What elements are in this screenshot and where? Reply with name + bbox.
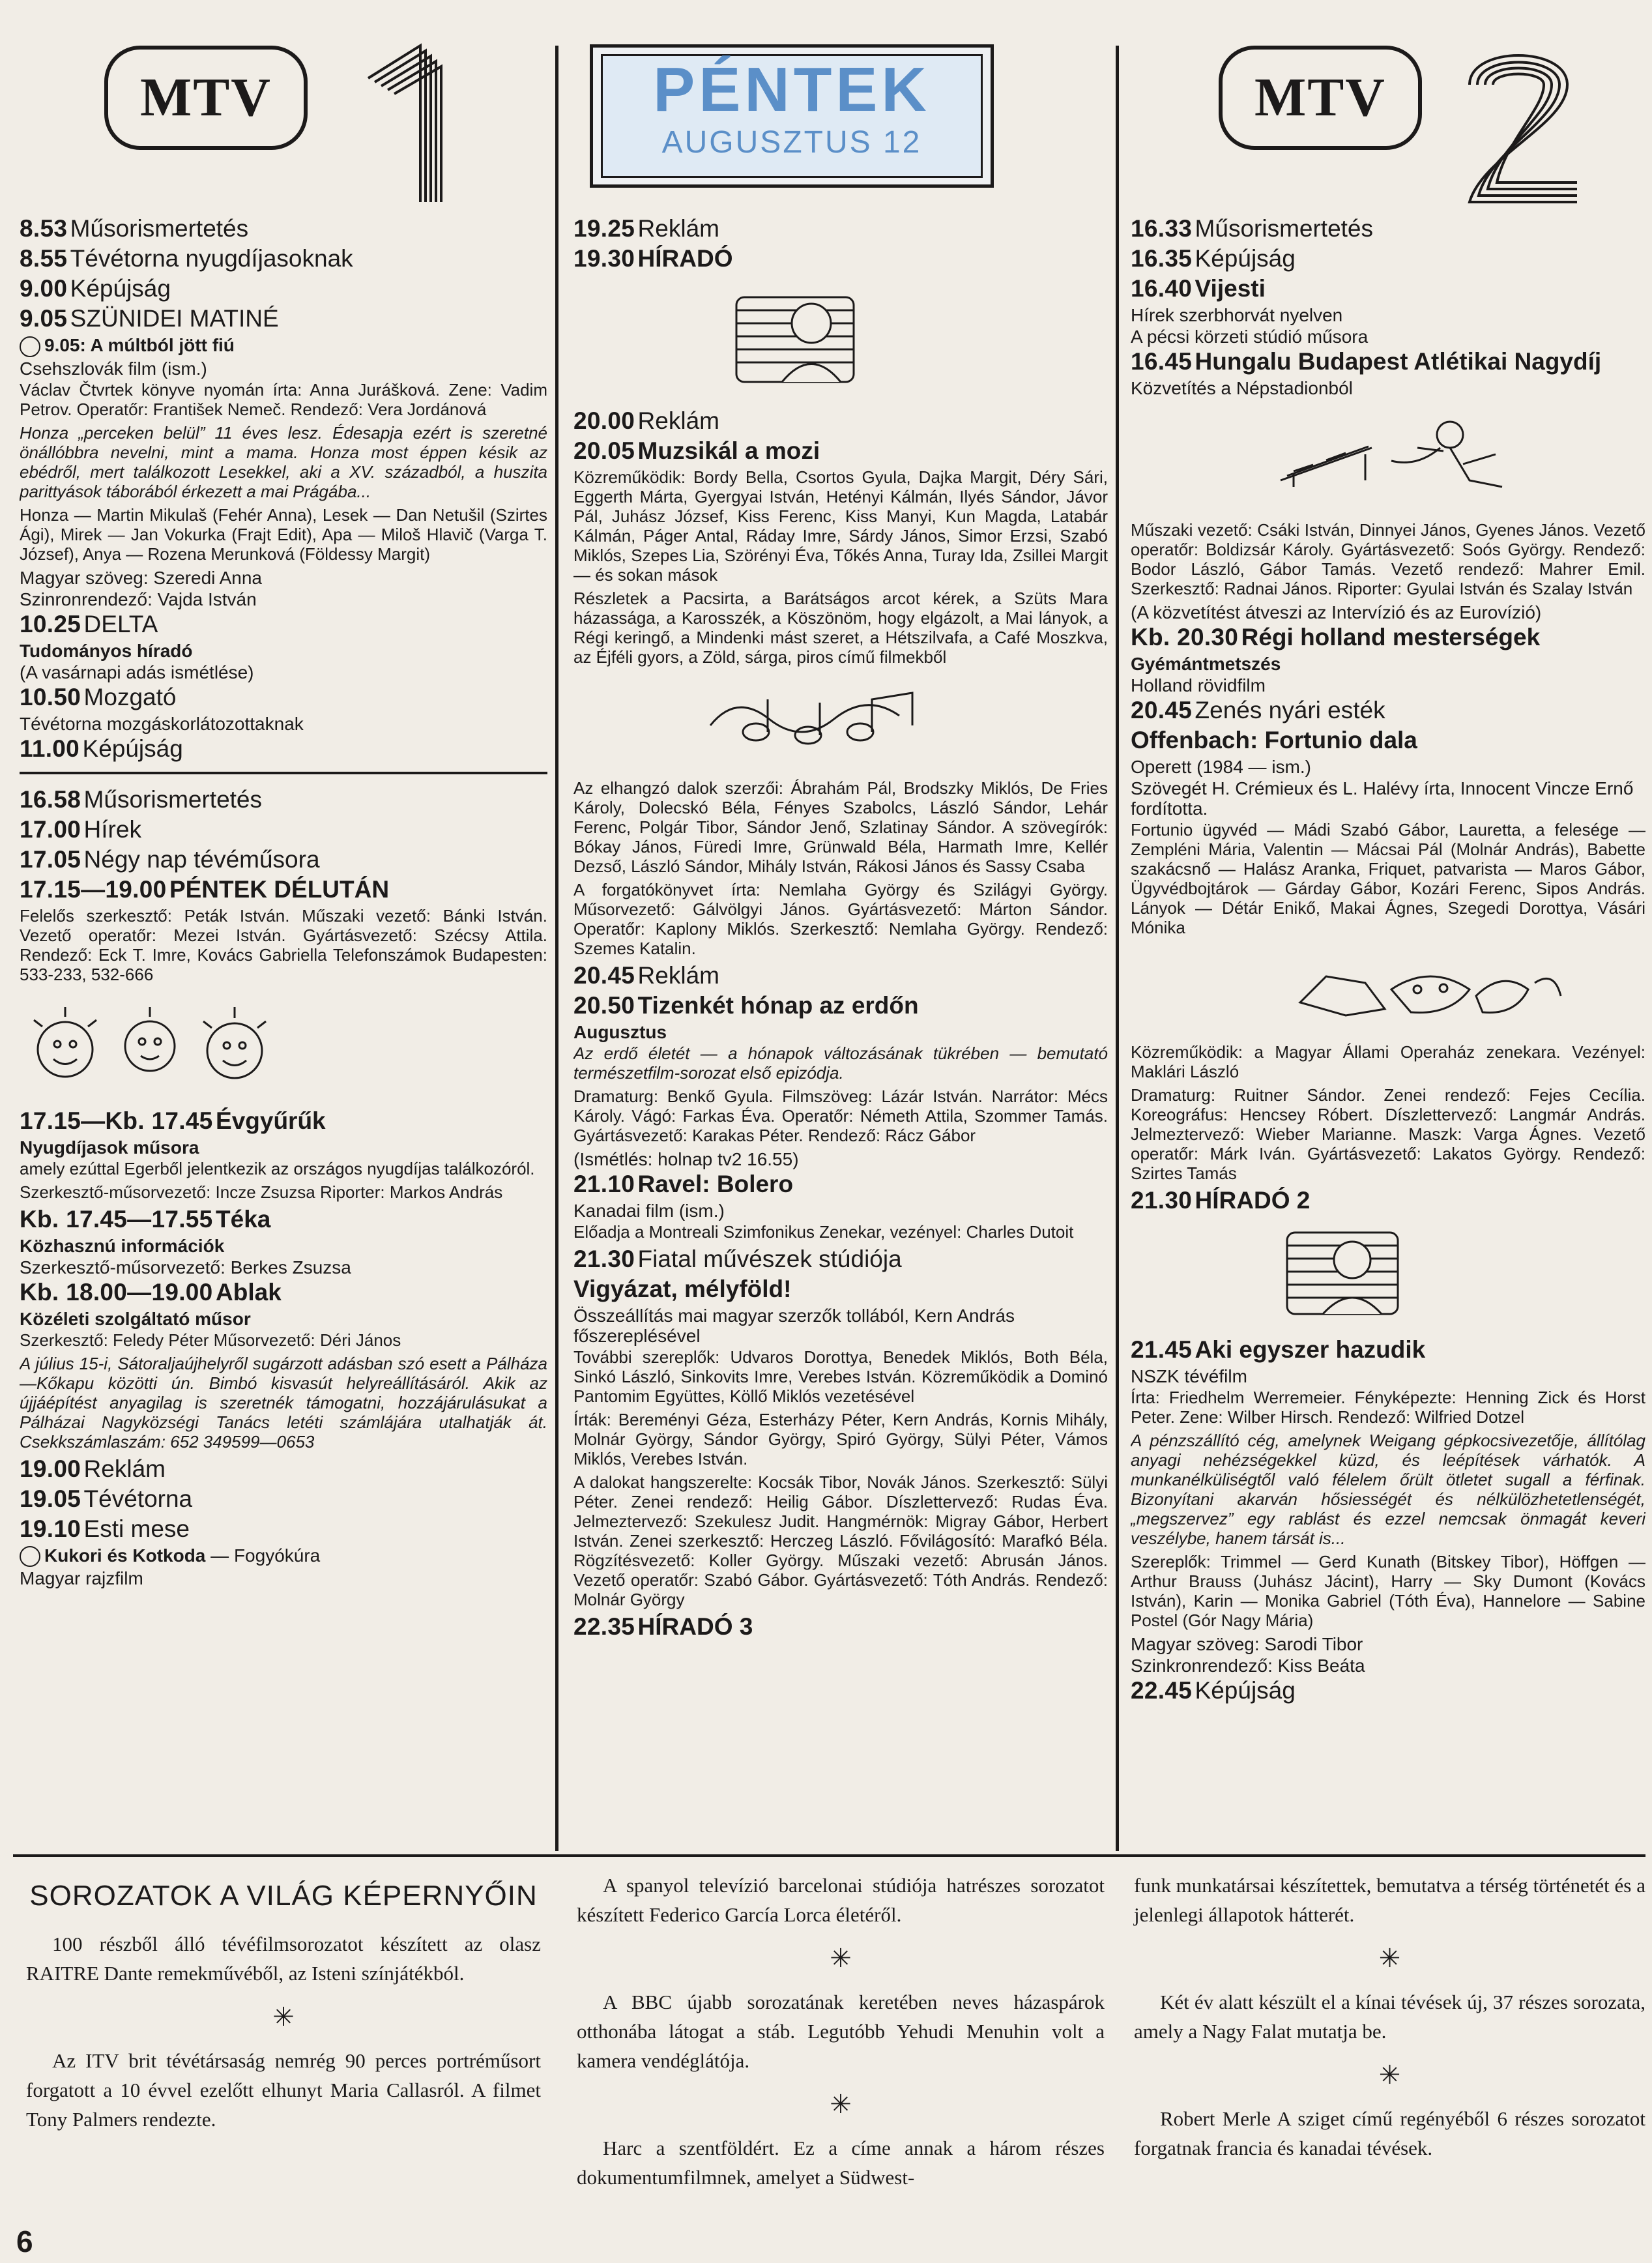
- day-header: [590, 44, 994, 188]
- article-column-2: [577, 1871, 1105, 2192]
- program-desc: A július 15-i, Sátoraljaújhelyről sugárzott adásban szó esett a Pálháza—Kőkapu közötti ún. Bimbó kisvasút helyreállításáról. Akik az újjáépítést anyagilag is szeretnék támogatni, hozzájárulásukat a Pálházai Nagyközségi Tanács letéti számlájára utalhatják át. Csekkszámlaszám: 652 349599—0653: [20, 1353, 547, 1452]
- program-entry: 9.05 SZÜNIDEI MATINÉ: [20, 305, 279, 332]
- program-credits: Írta: Friedhelm Werremeier. Fényképezte: Henning Zick és Horst Peter. Zene: Wilber Hirsch. Rendező: Wilfried Dotzel: [1131, 1388, 1645, 1427]
- program-entry: 20.00 Reklám: [573, 407, 719, 434]
- column-divider-1: [555, 46, 558, 1851]
- program-entry: 19.00 Reklám: [20, 1455, 166, 1482]
- program-entry: 19.25 Reklám: [573, 215, 719, 242]
- article-headline: SOROZATOK A VILÁG KÉPERNYŐIN: [29, 1880, 538, 1912]
- program-songs: Az elhangzó dalok szerzői: Ábrahám Pál, Brodszky Miklós, De Fries Károly, Dolecskó Béla, Fényes Szabolcs, László Sándor, Lehár Ferenc, Polgár Tibor, Sándor Jenő, Szlatinay Sándor. A szövegírók: Bókay János, Füredi Imre, Grünwald Béla, Harmath Imre, Kellér Dezső, László Sándor, Mihály István, Rákosi János és Sassy Csaba: [573, 778, 1108, 876]
- program-sub: Kukori és Kotkoda — Fogyókúra: [20, 1545, 547, 1568]
- mtv1-logo: [104, 46, 308, 150]
- mtv1-schedule: [20, 215, 547, 1871]
- asterisk-separator: ✳: [272, 2002, 295, 2032]
- program-credits: A dalokat hangszerelte: Kocsák Tibor, Novák János. Szerkesztő: Sülyi Péter. Zenei rendező: Heilig Gábor. Díszlettervező: Rudas Éva. Jelmeztervező: Szekulesz Judit. Hangmérnök: Migray Gábor, Herbert István. Zenei szerkesztő: Herczeg László. Fővilágosító: Marafkó Béla. Rögzítésvezető: Koller György. Műszaki vezető: Abrusán János. Vezető operatőr: Szabó Gábor. Gyártásvezető: Tóth András. Rendező: Molnár György: [573, 1472, 1108, 1609]
- program-credits: Felelős szerkesztő: Peták István. Műszaki vezető: Bánki István. Vezető operatőr: Mezei István. Gyártásvezető: Szécsy Attila. Rendező: Eck T. Imre, Kovács Gabriella Telefonszámok Budapesten: 533-233, 532-666: [20, 905, 547, 984]
- program-cast: Honza — Martin Mikulaš (Fehér Anna), Lesek — Dan Netušil (Szirtes Ági), Mirek — Jan Vokurka (Frajt Edit), Apa — Miloš Hlavič (Varga T. József), Anya — Rozena Merunková (Földessy Margit): [20, 504, 547, 564]
- page-number: 6: [16, 2225, 33, 2258]
- program-entry: 20.05 Muzsikál a mozi: [573, 437, 820, 464]
- program-entry: 19.30 HÍRADÓ: [573, 245, 733, 272]
- color-broadcast-icon: [20, 1546, 40, 1567]
- program-cast: További szereplők: Udvaros Dorottya, Benedek Miklós, Both Béla, Sinkó László, Sinkovits Imre, Verebes István. Közreműködik a Dominó Pantomim Együttes, Köllő Miklós vezetésével: [573, 1347, 1108, 1406]
- article-paragraph: Harc a szentföldért. Ez a címe annak a három részes dokumentumfilmnek, amelyet a Südwest-: [577, 2137, 1105, 2189]
- program-credits: Szerkesztő-műsorvezető: Incze Zsuzsa Riporter: Markos András: [20, 1182, 503, 1202]
- program-entry: 16.35 Képújság: [1131, 245, 1296, 272]
- program-entry: 17.15—19.00 PÉNTEK DÉLUTÁN: [20, 875, 390, 903]
- program-entry: 21.30 Fiatal művészek stúdiója: [573, 1246, 902, 1272]
- program-entry: Kb. 20.30 Régi holland mesterségek: [1131, 624, 1541, 650]
- program-desc: Az erdő életét — a hónapok változásának tükrében — bemutató természetfilm-sorozat első epizódja.: [573, 1044, 1108, 1083]
- program-entry: 21.10 Ravel: Bolero: [573, 1171, 794, 1197]
- program-sub: Összeállítás mai magyar szerzők tollából, Kern András főszereplésével: [573, 1306, 1015, 1346]
- program-entry: 17.15—Kb. 17.45 Évgyűrűk: [20, 1107, 326, 1134]
- program-sub: Augusztus: [573, 1022, 667, 1042]
- program-credits: Műszaki vezető: Csáki István, Dinnyei János, Gyenes János. Vezető operatőr: Boldizsár Károly. Gyártásvezető: Soós György. Rendező: Bodor László, Gábor Tamás. Vezető rendező: Mahrer Emil. Szerkesztő: Radnai János. Riporter: Gyulai István és Szalay István: [1131, 520, 1645, 598]
- program-sub: Nyugdíjasok műsora: [20, 1137, 199, 1158]
- program-entry: 8.53 Műsorismertetés: [20, 215, 249, 242]
- program-sub: Közhasznú információk: [20, 1235, 225, 1256]
- article-paragraph: A BBC újabb sorozatának keretében neves házaspárok otthonába látogat a stáb. Legutóbb Yehudi Menuhin volt a kamera vendéglátója.: [577, 1991, 1105, 2072]
- program-cast: Fortunio ügyvéd — Mádi Szabó Gábor, Lauretta, a felesége — Zempléni Mária, Valentin — Mácsai Pál (Molnár András), Babette szakácsnő — Halász Aranka, Friquet, patvarista — Maros Gábor, Ügyvédbojtárok — Gárday Gábor, Kozári Ferenc, Sipos András. Lányok — Détár Enikő, Makai Ágnes, Szegedi Dorottya, Vásári Mónika: [1131, 820, 1645, 937]
- program-credits: Szerkesztő-műsorvezető: Berkes Zsuzsa: [20, 1257, 351, 1278]
- program-sync: Szinkronrendező: Kiss Beáta: [1131, 1656, 1365, 1676]
- program-sub: 9.05: A múltból jött fiú: [20, 335, 547, 357]
- program-sub: A pécsi körzeti stúdió műsora: [1131, 327, 1369, 347]
- asterisk-separator: ✳: [830, 1944, 852, 1973]
- program-entry: 16.40 Vijesti: [1131, 275, 1266, 302]
- program-desc: amely ezúttal Egerből jelentkezik az országos nyugdíjas találkozóról.: [20, 1158, 535, 1178]
- section-divider: [20, 772, 547, 774]
- program-credits: A forgatókönyvet írta: Nemlaha György és Szilágyi György. Műsorvezető: Gálvölgyi János. Gyártásvezető: Márton Sándor. Operatőr: Kaplony Miklós. Szerkesztő: Nemlaha György. Rendező: Szemes Katalin.: [573, 880, 1108, 958]
- mtv1-logo-text: MTV: [140, 67, 272, 128]
- program-sub: Szövegét H. Crémieux és L. Halévy írta, Innocent Vincze Ernő fordította.: [1131, 778, 1634, 819]
- program-orchestra: Közreműködik: a Magyar Állami Operaház zenekara. Vezényel: Maklári László: [1131, 1042, 1645, 1081]
- program-sub: Holland rövidfilm: [1131, 675, 1266, 695]
- program-entry: 16.58 Műsorismertetés: [20, 785, 262, 813]
- program-entry: 16.45 Hungalu Budapest Atlétikai Nagydíj: [1131, 348, 1602, 375]
- mtv2-schedule: [1131, 215, 1645, 1871]
- program-entry: 17.00 Hírek: [20, 815, 141, 843]
- program-desc: Részletek a Pacsirta, a Barátságos arcot kérek, a Szüts Mara házassága, a Karosszék, a Köszönöm, hogy elgázolt, a Mai lányok, a Régi keringő, a Mindenki mást szeret, a Hétszilvafa, a Café Moszkva, az Éjféli gyors, a Zöld, sárga, piros című filmekből: [573, 589, 1108, 667]
- singing-masks-illustration: [1287, 950, 1574, 1029]
- channel-2-numeral: 2: [1456, 39, 1457, 40]
- program-voice: Magyar szöveg: Sarodi Tibor: [1131, 1634, 1363, 1654]
- program-entry: 20.45 Zenés nyári esték: [1131, 697, 1385, 723]
- news-anchor-illustration: [697, 284, 971, 395]
- article-paragraph: Az ITV brit tévétársaság nemrég 90 perces portréműsort forgatott a 10 évvel ezelőtt elhunyt Maria Callasról. A filmet Tony Palmers rendezte.: [26, 2049, 541, 2131]
- program-writers: Írták: Bereményi Géza, Esterházy Péter, Kern András, Kornis Mihály, Molnár György, Sándor György, Spiró György, Sülyi Péter, Vámos Miklós, Verebes István.: [573, 1410, 1108, 1468]
- program-credits: Dramaturg: Ruitner Sándor. Zenei rendező: Fejes Cecília. Koreográfus: Hencsey Róbert. Díszlettervező: Langmár András. Jelmeztervező: Wieber Marianne. Maszk: Varga Ágnes. Vezető operatőr: Márk Iván. Gyártásvezető: Lakatos György. Rendező: Szirtes Tamás: [1131, 1085, 1645, 1183]
- mtv2-logo: [1219, 46, 1422, 150]
- program-note: (A közvetítést átveszi az Intervízió és az Eurovízió): [1131, 602, 1542, 622]
- program-sub: (A vasárnapi adás ismétlése): [20, 662, 254, 682]
- program-entry: 21.30 HÍRADÓ 2: [1131, 1187, 1311, 1214]
- program-synopsis: Honza „perceken belül” 11 éves lesz. Édesapja ezért is szeretné önállóbbra nevelni, mint a mama. Honza most éppen késik az ebédről, mert találkozott Lesekkel, aki a XV. századból, a huszita parittyások táborából érkezett a mai Prágába...: [20, 422, 547, 501]
- program-entry: 8.55 Tévétorna nyugdíjasoknak: [20, 245, 353, 272]
- program-entry: 19.05 Tévétorna: [20, 1485, 193, 1512]
- program-credits: Václav Čtvrtek könyve nyomán írta: Anna Jurášková. Zene: Vadim Petrov. Operatőr: František Nemeč. Rendező: Vera Jordánová: [20, 379, 547, 419]
- article-paragraph: A spanyol televízió barcelonai stúdiója hatrészes sorozatot készített Federico García Lorca életéről.: [577, 1874, 1105, 1926]
- asterisk-separator: ✳: [830, 2090, 852, 2119]
- program-credits: Szerkesztő: Feledy Péter Műsorvezető: Déri János: [20, 1330, 401, 1350]
- program-repeat: (Ismétlés: holnap tv2 16.55): [573, 1149, 799, 1169]
- mtv1-evening-schedule: [573, 215, 1108, 1871]
- mtv2-logo-text: MTV: [1254, 67, 1386, 128]
- program-entry: 16.33 Műsorismertetés: [1131, 215, 1373, 242]
- hurdler-illustration: [1254, 409, 1541, 506]
- day-date: AUGUSZTUS 12: [661, 125, 922, 160]
- program-entry: Kb. 18.00—19.00 Ablak: [20, 1278, 282, 1306]
- program-entry: 9.00 Képújság: [20, 275, 171, 302]
- program-entry: 21.45 Aki egyszer hazudik: [1131, 1336, 1426, 1363]
- program-entry: 17.05 Négy nap tévéműsora: [20, 845, 320, 873]
- program-sync: Szinronrendező: Vajda István: [20, 589, 257, 609]
- program-entry: 19.10 Esti mese: [20, 1515, 190, 1542]
- article-paragraph: Két év alatt készült el a kínai tévések új, 37 részes sorozata, amely a Nagy Falat mutatja be.: [1134, 1991, 1645, 2043]
- program-voice: Magyar szöveg: Szeredi Anna: [20, 567, 262, 588]
- day-name: PÉNTEK: [653, 55, 931, 124]
- program-entry: 20.50 Tizenkét hónap az erdőn: [573, 992, 919, 1019]
- channel-1-numeral-icon: [355, 39, 453, 209]
- program-sub: Közéleti szolgáltató műsor: [20, 1308, 251, 1329]
- program-entry: 20.45 Reklám: [573, 962, 719, 989]
- program-credits: Dramaturg: Benkő Gyula. Filmszöveg: Lázár István. Narrátor: Mécs Károly. Vágó: Farkas Éva. Operatőr: Németh Attila, Szommer Tamás. Gyártásvezető: Karakas Péter. Rendező: Rácz Gábor: [573, 1087, 1108, 1145]
- program-sub: NSZK tévéfilm: [1131, 1366, 1247, 1386]
- program-sub: Gyémántmetszés: [1131, 654, 1281, 674]
- article-column-3: [1134, 1871, 1645, 2163]
- sun-faces-illustration: [20, 997, 293, 1095]
- program-sub: Kanadai film (ism.): [573, 1201, 725, 1221]
- channel-2-numeral-icon: [1456, 39, 1587, 209]
- music-notes-illustration: [697, 680, 971, 765]
- program-subtitle: Offenbach: Fortunio dala: [1131, 727, 1417, 753]
- program-entry: 22.35 HÍRADÓ 3: [573, 1613, 753, 1640]
- program-sub: Operett (1984 — ism.): [1131, 757, 1311, 777]
- program-desc: A pénzszállító cég, amelynek Weigang gépkocsivezetője, állítólag anyagi nehézségekkel küzd, és leépítések várhatók. A munkanélküliségtől való félelem őrült ötletet sugall a férfinak. Bizonyítani akarván hősiességét és nélkülözhetetlenségét, „megszervez” egy rablást és ezzel nemcsak önmagát keveri veszélybe, hanem társát is...: [1131, 1431, 1645, 1548]
- asterisk-separator: ✳: [1378, 2060, 1401, 2090]
- program-entry: 10.50 Mozgató: [20, 683, 177, 710]
- program-sub: Tévétorna mozgáskorlátozottaknak: [20, 713, 304, 734]
- news-anchor-illustration: [1248, 1226, 1522, 1324]
- article-paragraph: 100 részből álló tévéfilmsorozatot készített az olasz RAITRE Dante remekművéből, az Isteni színjátékból.: [26, 1933, 541, 1985]
- article-column-1: [26, 1871, 541, 2134]
- column-divider-2: [1116, 46, 1119, 1851]
- program-desc: Előadja a Montreali Szimfonikus Zenekar, vezényel: Charles Dutoit: [573, 1222, 1074, 1242]
- program-subtitle: Vigyázat, mélyföld!: [573, 1276, 792, 1302]
- program-entry: Kb. 17.45—17.55 Téka: [20, 1205, 271, 1233]
- asterisk-separator: ✳: [1378, 1944, 1401, 1973]
- program-sub: Közvetítés a Népstadionból: [1131, 378, 1353, 398]
- program-entry: 22.45 Képújság: [1131, 1677, 1296, 1704]
- program-entry: 10.25 DELTA: [20, 610, 158, 637]
- article-paragraph: Robert Merle A sziget című regényéből 6 részes sorozatot forgatnak francia és kanadai tévések.: [1134, 2107, 1645, 2159]
- color-broadcast-icon: [20, 336, 40, 357]
- program-sub: Magyar rajzfilm: [20, 1568, 143, 1589]
- article-paragraph: funk munkatársai készítettek, bemutatva a térség történetét és a jelenlegi állapotok hátterét.: [1134, 1874, 1645, 1926]
- program-sub: Hírek szerbhorvát nyelven: [1131, 305, 1343, 325]
- channel-1-numeral: 1: [355, 39, 356, 40]
- program-sub: Csehszlovák film (ism.): [20, 358, 207, 379]
- program-sub: Tudományos híradó: [20, 640, 193, 661]
- program-cast: Közreműködik: Bordy Bella, Csortos Gyula, Dajka Margit, Déry Sári, Eggerth Márta, Gyergyai István, Hetényi Kálmán, Ilyés Sándor, Jávor Pál, Juhász József, Kiss Ferenc, Kiss Manyi, Kun Magda, Latabár Kálmán, Páger Antal, Ráday Imre, Sárdy János, Simor Erzsi, Szabó Miklós, Szepes Lia, Szörényi Éva, Tőkés Anna, Turay Ida, Zsillei Margit — és sokan mások: [573, 467, 1108, 585]
- program-cast: Szereplők: Trimmel — Gerd Kunath (Bitskey Tibor), Höffgen — Arthur Brauss (Juhász Jácint), Harry — Sky Dumont (Kovács István), Karin — Monika Gabriel (Tóth Éva), Hannelore — Sabine Postel (Gór Nagy Mária): [1131, 1552, 1645, 1630]
- program-entry: 11.00 Képújság: [20, 735, 183, 762]
